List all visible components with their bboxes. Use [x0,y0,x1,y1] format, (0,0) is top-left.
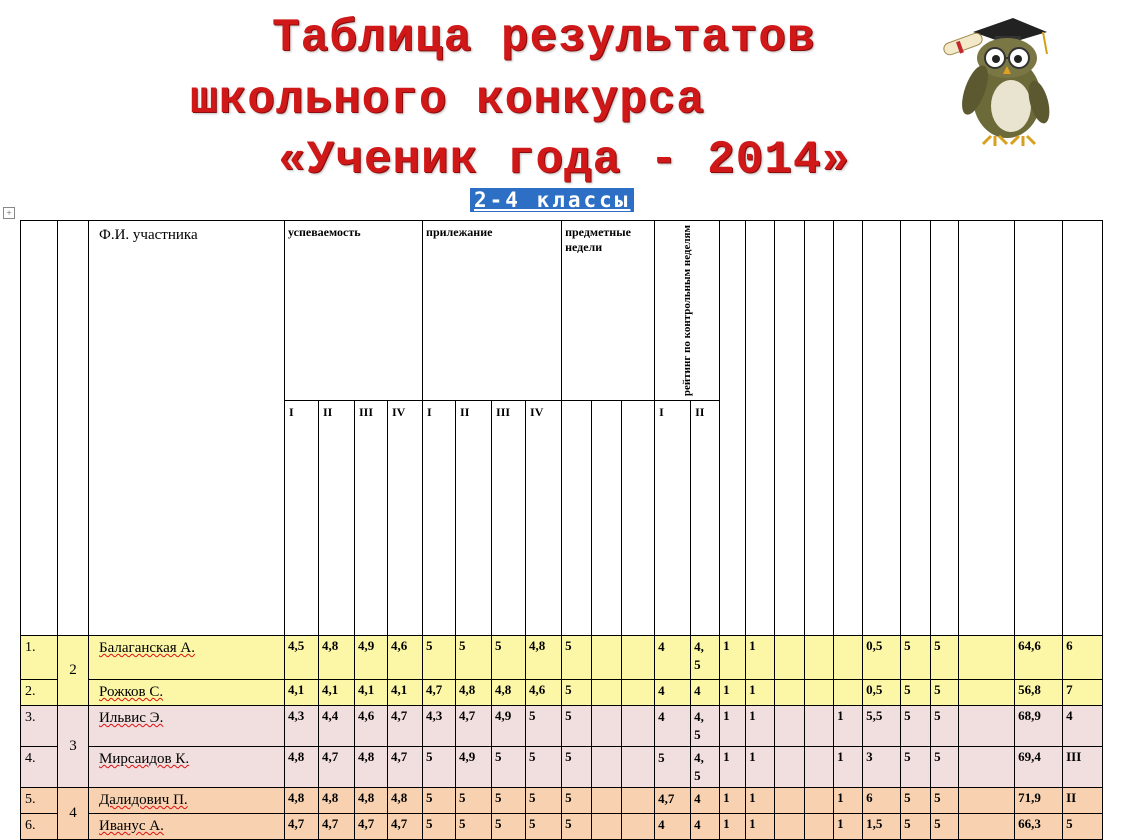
cell-week [622,747,655,788]
cell-drugie [959,814,1015,840]
cell-kenguru: 1 [746,706,775,747]
cell-russkiy: 1 [720,706,746,747]
cell-week: 5 [562,636,592,680]
cell-shkolnaya: 0,5 [863,680,901,706]
page-title-line-2: школьного конкурса [190,74,705,126]
row-num: 5. [21,788,58,814]
cell-pegas [834,636,863,680]
header-usp-q2: II [319,401,355,636]
cell-uspevaemost: 4,8 [319,636,355,680]
row-num: 4. [21,747,58,788]
table-row [21,680,1103,706]
cell-uspevaemost: 4,7 [285,814,319,840]
cell-prilezhanie: 4,9 [456,747,492,788]
cell-prilezhanie: 5 [526,706,562,747]
cell-prilezhanie: 4,8 [492,680,526,706]
cell-rating: 4 [655,680,691,706]
cell-portfolio: 5 [931,706,959,747]
cell-kenguru: 1 [746,747,775,788]
cell-aktivnaya: 5 [901,788,931,814]
cell-rating: 4, 5 [691,636,720,680]
cell-prilezhanie: 5 [526,788,562,814]
cell-week [622,706,655,747]
cell-uspevaemost: 4,7 [388,706,423,747]
row-num: 1. [21,636,58,680]
cell-uspevaemost: 4,1 [285,680,319,706]
cell-prilezhanie: 5 [456,788,492,814]
row-name [89,814,285,840]
cell-uspevaemost: 4,7 [319,747,355,788]
participant-name: Ильвис Э. [99,710,164,727]
header-predmetnye: предметные недели [562,221,655,401]
cell-prilezhanie: 4,3 [423,706,456,747]
cell-kit [775,788,805,814]
header-class [58,221,89,636]
header-week-psychology [562,401,592,636]
row-name [89,747,285,788]
cell-aktivnaya: 5 [901,636,931,680]
header-kit [775,221,805,636]
cell-week: 5 [562,747,592,788]
cell-week [592,814,622,840]
cell-aktivnaya: 5 [901,706,931,747]
cell-drugie [959,788,1015,814]
cell-uspevaemost: 4,7 [355,814,388,840]
cell-prilezhanie: 5 [456,636,492,680]
cell-chip [805,706,834,747]
cell-rating: 4 [691,680,720,706]
cell-aktivnaya: 5 [901,680,931,706]
cell-prilezhanie: 5 [492,747,526,788]
cell-prilezhanie: 5 [526,814,562,840]
cell-week: 5 [562,706,592,747]
cell-rating: 4, 5 [691,706,720,747]
cell-kit [775,747,805,788]
row-name [89,706,285,747]
cell-uspevaemost: 4,3 [285,706,319,747]
cell-rating: 4 [655,706,691,747]
header-prilezhanie: прилежание [423,221,562,401]
cell-rating: 4 [655,814,691,840]
cell-uspevaemost: 4,8 [355,788,388,814]
header-pril-q3: III [492,401,526,636]
row-num: 2. [21,680,58,706]
table-move-handle[interactable]: + [3,207,15,219]
cell-kit [775,636,805,680]
table-row [21,706,1103,747]
cell-russkiy: 1 [720,814,746,840]
table-row [21,814,1103,840]
cell-shkolnaya: 6 [863,788,901,814]
cell-week [622,680,655,706]
cell-prilezhanie: 5 [423,788,456,814]
row-num: 6. [21,814,58,840]
cell-total: 64,6 [1015,636,1063,680]
header-russkiy [720,221,746,636]
cell-pegas: 1 [834,706,863,747]
cell-drugie [959,636,1015,680]
page-title-line-1: Таблица результатов [272,12,816,64]
header-usp-q1: I [285,401,319,636]
cell-place: 5 [1063,814,1103,840]
cell-aktivnaya: 5 [901,814,931,840]
header-rating: рейтинг по контрольным неделям [655,221,720,401]
cell-russkiy: 1 [720,788,746,814]
cell-drugie [959,747,1015,788]
header-pegas [834,221,863,636]
cell-uspevaemost: 4,6 [355,706,388,747]
row-class: 2 [58,636,89,706]
cell-uspevaemost: 4,1 [355,680,388,706]
cell-prilezhanie: 4,9 [492,706,526,747]
cell-portfolio: 5 [931,636,959,680]
row-class: 3 [58,706,89,788]
cell-uspevaemost: 4,8 [388,788,423,814]
cell-chip [805,636,834,680]
cell-portfolio: 5 [931,814,959,840]
cell-chip [805,747,834,788]
header-usp-q4: IV [388,401,423,636]
header-chip [805,221,834,636]
header-pril-q1: I [423,401,456,636]
cell-kenguru: 1 [746,680,775,706]
cell-pegas: 1 [834,814,863,840]
cell-week [592,706,622,747]
cell-week [622,788,655,814]
header-pril-q2: II [456,401,492,636]
cell-russkiy: 1 [720,636,746,680]
row-class: 4 [58,788,89,840]
table-row [21,788,1103,814]
cell-pegas [834,680,863,706]
cell-week [592,680,622,706]
cell-uspevaemost: 4,7 [388,747,423,788]
cell-prilezhanie: 4,6 [526,680,562,706]
cell-prilezhanie: 4,8 [456,680,492,706]
cell-uspevaemost: 4,7 [319,814,355,840]
cell-uspevaemost: 4,4 [319,706,355,747]
cell-chip [805,788,834,814]
row-name [89,636,285,680]
cell-portfolio: 5 [931,680,959,706]
cell-prilezhanie: 4,7 [423,680,456,706]
cell-uspevaemost: 4,5 [285,636,319,680]
cell-week: 5 [562,814,592,840]
header-week-physics [622,401,655,636]
cell-total: 68,9 [1015,706,1063,747]
cell-uspevaemost: 4,8 [285,747,319,788]
cell-rating: 5 [655,747,691,788]
cell-rating: 4, 5 [691,747,720,788]
cell-prilezhanie: 4,7 [456,706,492,747]
header-shkolnaya [863,221,901,636]
cell-prilezhanie: 5 [492,814,526,840]
cell-shkolnaya: 3 [863,747,901,788]
cell-uspevaemost: 4,1 [388,680,423,706]
cell-prilezhanie: 5 [423,747,456,788]
cell-kenguru: 1 [746,788,775,814]
cell-portfolio: 5 [931,747,959,788]
cell-week [622,636,655,680]
cell-kit [775,680,805,706]
cell-chip [805,814,834,840]
cell-prilezhanie: 5 [526,747,562,788]
cell-uspevaemost: 4,8 [319,788,355,814]
cell-uspevaemost: 4,6 [388,636,423,680]
header-aktivnaya [901,221,931,636]
header-uspevaemost: успеваемость [285,221,423,401]
cell-week: 5 [562,788,592,814]
header-fio: Ф.И. участника [89,221,285,636]
header-drugie [959,221,1015,636]
page-title-line-3: «Ученик года - 2014» [278,134,851,186]
cell-uspevaemost: 4,1 [319,680,355,706]
participant-name: Мирсаидов К. [99,751,190,768]
participant-name: Далидович П. [99,792,188,809]
cell-total: 69,4 [1015,747,1063,788]
cell-uspevaemost: 4,9 [355,636,388,680]
cell-rating: 4,7 [655,788,691,814]
cell-drugie [959,706,1015,747]
cell-shkolnaya: 1,5 [863,814,901,840]
cell-week [592,636,622,680]
header-portfolio [931,221,959,636]
cell-uspevaemost: 4,7 [388,814,423,840]
row-name [89,680,285,706]
cell-prilezhanie: 5 [423,636,456,680]
cell-pegas: 1 [834,788,863,814]
cell-chip [805,680,834,706]
row-num: 3. [21,706,58,747]
participant-name: Рожков С. [99,684,164,701]
cell-week [592,747,622,788]
header-num [21,221,58,636]
owl-graduate-icon [935,10,1065,150]
cell-pegas: 1 [834,747,863,788]
header-kenguru [746,221,775,636]
cell-russkiy: 1 [720,747,746,788]
cell-place: 6 [1063,636,1103,680]
cell-place: II [1063,788,1103,814]
cell-prilezhanie: 5 [492,636,526,680]
cell-prilezhanie: 5 [423,814,456,840]
cell-kenguru: 1 [746,636,775,680]
cell-kit [775,706,805,747]
header-week-biology [592,401,622,636]
participant-name: Балаганская А. [99,640,195,657]
cell-russkiy: 1 [720,680,746,706]
cell-drugie [959,680,1015,706]
cell-week [592,788,622,814]
header-rating-1: I [655,401,691,636]
table-row [21,636,1103,680]
participant-name: Иванус А. [99,818,164,835]
cell-prilezhanie: 4,8 [526,636,562,680]
page-subtitle: 2-4 классы [470,188,634,212]
results-table [20,220,1103,840]
cell-total: 56,8 [1015,680,1063,706]
cell-kenguru: 1 [746,814,775,840]
cell-week: 5 [562,680,592,706]
header-pril-q4: IV [526,401,562,636]
cell-rating: 4 [691,814,720,840]
cell-place: 7 [1063,680,1103,706]
cell-prilezhanie: 5 [492,788,526,814]
cell-shkolnaya: 5,5 [863,706,901,747]
header-rating-2: II [691,401,720,636]
header-obshchee [1015,221,1063,636]
cell-place: 4 [1063,706,1103,747]
cell-portfolio: 5 [931,788,959,814]
row-name [89,788,285,814]
cell-kit [775,814,805,840]
cell-shkolnaya: 0,5 [863,636,901,680]
header-mesto [1063,221,1103,636]
header-usp-q3: III [355,401,388,636]
cell-uspevaemost: 4,8 [285,788,319,814]
cell-aktivnaya: 5 [901,747,931,788]
cell-total: 71,9 [1015,788,1063,814]
cell-week [622,814,655,840]
cell-total: 66,3 [1015,814,1063,840]
cell-rating: 4 [691,788,720,814]
cell-rating: 4 [655,636,691,680]
table-row [21,747,1103,788]
cell-prilezhanie: 5 [456,814,492,840]
cell-place: III [1063,747,1103,788]
cell-uspevaemost: 4,8 [355,747,388,788]
